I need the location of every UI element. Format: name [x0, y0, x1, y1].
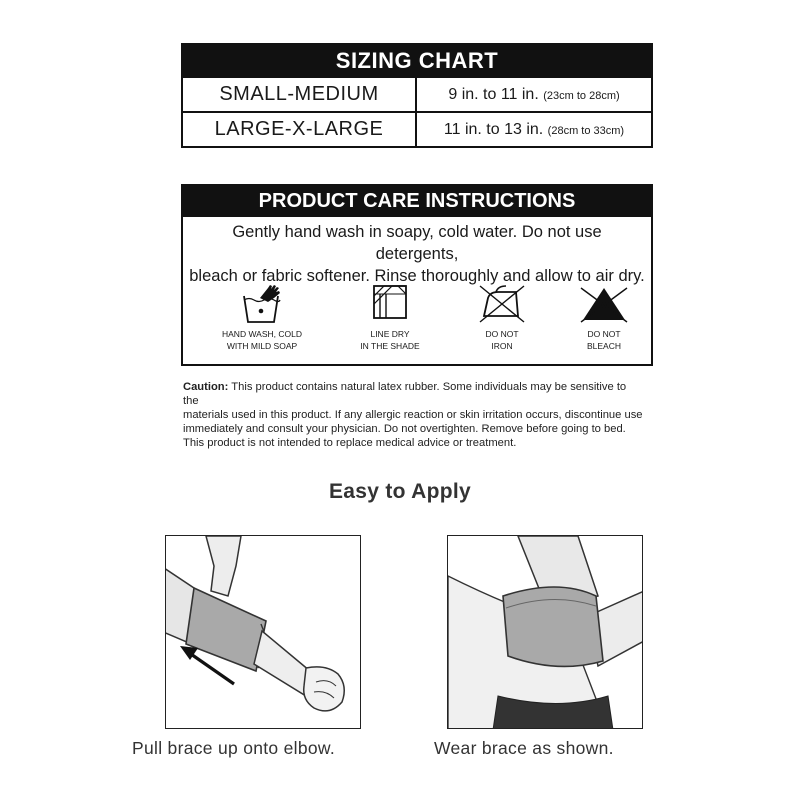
care-description [183, 221, 651, 287]
hand-wash-icon [240, 282, 284, 326]
size-range [417, 78, 651, 111]
pull-brace-drawing [166, 536, 361, 729]
sizing-chart-title: SIZING CHART [183, 45, 651, 76]
care-icon-cell [447, 282, 557, 352]
caution-label: Caution: [183, 381, 229, 393]
pull-brace-illustration [165, 535, 361, 729]
size-range-inches: 11 in. to 13 in. [443, 121, 544, 138]
size-label: LARGE-X-LARGE [183, 113, 417, 146]
care-icons [183, 282, 651, 362]
product-care-box [181, 184, 653, 366]
easy-to-apply-title: Easy to Apply [329, 480, 471, 503]
step1-caption: Pull brace up onto elbow. [132, 738, 336, 758]
size-range-metric: (28cm to 33cm) [547, 125, 625, 137]
wear-brace-drawing [448, 536, 643, 729]
sizing-row [183, 76, 651, 111]
care-icon-label-line: HAND WASH, COLD [222, 329, 302, 339]
care-icon-cell [335, 282, 445, 352]
care-icon-label-line: DO NOT [485, 329, 519, 339]
caution-line: immediately and consult your physician. Do not overtighten. Remove before going to bed. [183, 423, 626, 435]
care-icon-label-line: DO NOT [587, 329, 621, 339]
size-range-inches: 9 in. to 11 in. [448, 86, 539, 103]
line-dry-shade-icon [368, 282, 412, 326]
caution-line-text: This product contains natural latex rubber. Some individuals may be sensitive to the [183, 381, 627, 407]
care-description-line: Gently hand wash in soapy, cold water. Do not use detergents, [232, 223, 602, 263]
caution-line [183, 380, 643, 408]
do-not-bleach-icon [577, 282, 631, 326]
care-icon-label [549, 328, 659, 352]
care-icon-cell [549, 282, 659, 352]
sizing-chart [181, 43, 653, 148]
sizing-row [183, 111, 651, 146]
care-description-line: bleach or fabric softener. Rinse thoroughly and allow to air dry. [189, 267, 645, 285]
care-icon-label [207, 328, 317, 352]
care-icon-label [447, 328, 557, 352]
care-icon-label-line: IN THE SHADE [360, 341, 420, 351]
product-care-title: PRODUCT CARE INSTRUCTIONS [183, 186, 651, 217]
caution-line: This product is not intended to replace medical advice or treatment. [183, 437, 517, 449]
do-not-iron-icon [476, 282, 528, 326]
care-icon-label-line: IRON [491, 341, 513, 351]
size-range [417, 113, 651, 146]
care-icon-label [335, 328, 445, 352]
size-range-metric: (23cm to 28cm) [543, 90, 620, 102]
care-icon-cell [207, 282, 317, 352]
caution-text [183, 380, 643, 450]
caution-line: materials used in this product. If any allergic reaction or skin irritation occurs, discontinue use [183, 409, 643, 421]
size-label: SMALL-MEDIUM [183, 78, 417, 111]
care-icon-label-line: LINE DRY [370, 329, 410, 339]
step2-caption: Wear brace as shown. [434, 738, 614, 758]
care-icon-label-line: BLEACH [586, 341, 621, 351]
care-icon-label-line: WITH MILD SOAP [226, 341, 298, 351]
wear-brace-illustration [447, 535, 643, 729]
